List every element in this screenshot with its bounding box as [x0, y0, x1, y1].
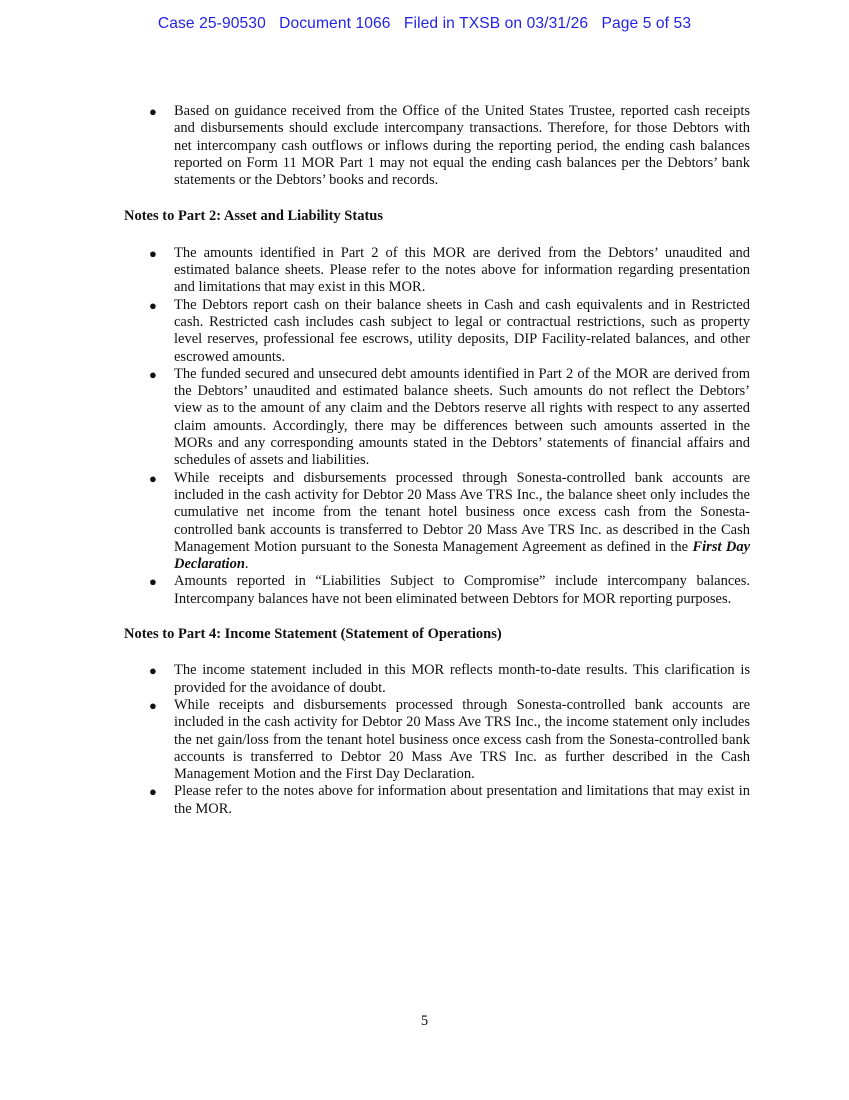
list-item: ● The amounts identified in Part 2 of this MOR are derived from the Debtors’ unaudited and estimated balance sheets. Please refer to the notes above for information regarding presentation and limitations that may exist in this MOR.: [149, 244, 750, 296]
case-number: Case 25-90530: [157, 15, 266, 32]
list-item: ● Amounts reported in “Liabilities Subject to Compromise” include intercompany balances. Intercompany balances have not been eliminated between Debtors for MOR reporting purposes.: [149, 573, 750, 607]
list-item: ● Please refer to the notes above for information about presentation and limitations that may exist in the MOR.: [149, 783, 750, 817]
page-info: Page 5 of 53: [601, 15, 692, 32]
first-day-declaration-emphasis: First Day Declaration: [174, 538, 751, 573]
bullet-icon: ●: [149, 574, 157, 590]
page-number: 5: [420, 1013, 429, 1029]
case-header: [0, 15, 849, 33]
bullet-icon: ●: [149, 245, 157, 261]
bullet-icon: ●: [149, 104, 157, 119]
bullet-icon: ●: [149, 470, 157, 486]
bullet-icon: ●: [149, 784, 157, 800]
part4-bullet-list: [124, 662, 750, 818]
list-item: ● The income statement included in this MOR reflects month-to-date results. This clarification is provided for the avoidance of doubt.: [149, 662, 750, 696]
part4-heading: Notes to Part 4: Income Statement (Statement of Operations): [124, 626, 502, 643]
intro-bullet-list: [124, 103, 750, 189]
bullet-icon: ●: [149, 297, 157, 313]
part2-heading: Notes to Part 2: Asset and Liability Status: [124, 208, 383, 225]
bullet-icon: ●: [149, 663, 157, 679]
list-item: ● Based on guidance received from the Office of the United States Trustee, reported cash receipts and disbursements should exclude intercompany transactions. Therefore, for those Debtors with net intercompany cash outflows or inflows during the reporting period, the ending cash balances reported on Form 11 MOR Part 1 may not equal the ending cash balances per the Debtors’ bank statements or the Debtors’ books and records.: [149, 103, 750, 189]
document-number: Document 1066: [279, 15, 391, 32]
bullet-icon: ●: [149, 697, 157, 713]
list-item: ● While receipts and disbursements processed through Sonesta-controlled bank accounts are included in the cash activity for Debtor 20 Mass Ave TRS Inc., the balance sheet only includes the cumulative net income from the tenant hotel business once excess cash from the Sonesta-controlled bank accounts is transferred to Debtor 20 Mass Ave TRS Inc. as described in the Cash Management Motion pursuant to the Sonesta Management Agreement as defined in the First Day Declaration.: [149, 469, 751, 573]
list-item: ● While receipts and disbursements processed through Sonesta-controlled bank accounts are included in the cash activity for Debtor 20 Mass Ave TRS Inc., the income statement only includes the net gain/loss from the tenant hotel business once excess cash from the Sonesta-controlled bank accounts is transferred to Debtor 20 Mass Ave TRS Inc. as further described in the Cash Management Motion and the First Day Declaration.: [149, 696, 750, 783]
bullet-icon: ●: [149, 366, 157, 382]
filed-info: Filed in TXSB on 03/31/26: [403, 15, 589, 32]
list-item: ● The Debtors report cash on their balance sheets in Cash and cash equivalents and in Restricted cash. Restricted cash includes cash subject to legal or contractual restrictions, such as property level reserves, professional fee escrows, utility deposits, DIP Facility-related balances, and other escrowed amounts.: [149, 296, 750, 365]
document-body: [124, 103, 750, 818]
part2-bullet-list: [124, 245, 750, 608]
list-item: ● The funded secured and unsecured debt amounts identified in Part 2 of the MOR are derived from the Debtors’ unaudited and estimated balance sheets. Such amounts do not reflect the Debtors’ view as to the amount of any claim and the Debtors reserve all rights with respect to any asserted claim amounts. Accordingly, there may be differences between such amounts asserted in the MORs and any corresponding amounts stated in the Debtors’ statements of financial affairs and schedules of assets and liabilities.: [149, 365, 750, 469]
